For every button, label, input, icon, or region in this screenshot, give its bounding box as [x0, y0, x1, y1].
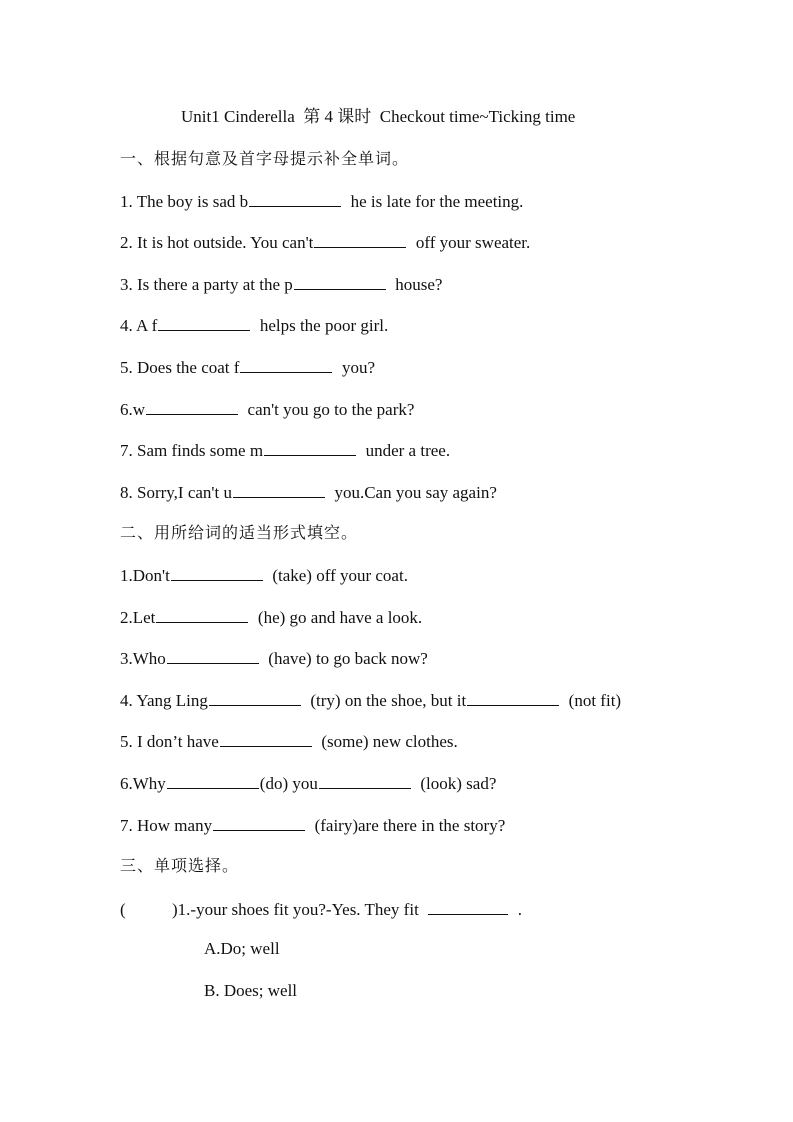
s2-item-4-tail: (not fit)	[560, 691, 622, 710]
s1-item-3-text: 3. Is there a party at the p	[120, 275, 293, 294]
answer-blank[interactable]	[294, 273, 386, 290]
answer-blank[interactable]	[209, 689, 301, 706]
s2-item-7-tail: (fairy)are there in the story?	[306, 816, 506, 835]
s1-item-7-tail: under a tree.	[357, 441, 451, 460]
s1-item-4-text: 4. A f	[120, 316, 158, 335]
answer-blank[interactable]	[240, 356, 332, 373]
answer-blank[interactable]	[428, 898, 508, 915]
answer-blank[interactable]	[167, 772, 259, 789]
answer-blank[interactable]	[167, 647, 259, 664]
s2-item-4	[120, 689, 621, 712]
answer-blank[interactable]	[146, 398, 238, 415]
s2-item-6-tail: (look) sad?	[411, 774, 497, 793]
s1-item-7	[120, 439, 450, 462]
s3-question-1-end: .	[517, 900, 523, 919]
s2-item-5-tail: (some) new clothes.	[312, 732, 458, 751]
answer-blank[interactable]	[314, 231, 406, 248]
s3-question-1	[120, 898, 522, 921]
s2-item-7	[120, 814, 505, 837]
s1-item-5-text: 5. Does the coat f	[120, 358, 240, 377]
s1-item-6	[120, 398, 414, 421]
s1-item-8-text: 8. Sorry,I can't u	[120, 483, 232, 502]
answer-blank[interactable]	[319, 772, 411, 789]
s1-item-5	[120, 356, 375, 379]
s1-item-3	[120, 273, 442, 296]
s2-item-1	[120, 564, 408, 587]
answer-paren-open: (	[120, 900, 126, 919]
answer-blank[interactable]	[467, 689, 559, 706]
s2-item-5	[120, 730, 458, 753]
s1-item-4	[120, 314, 388, 337]
s2-item-1-tail: (take) off your coat.	[263, 566, 408, 585]
s1-item-1	[120, 190, 523, 213]
s2-item-3	[120, 647, 428, 670]
s1-item-3-tail: house?	[386, 275, 443, 294]
s1-item-2-tail: off your sweater.	[407, 233, 531, 252]
s2-item-2-tail: (he) go and have a look.	[249, 608, 423, 627]
s2-item-5-text: 5. I don’t have	[120, 732, 219, 751]
s1-item-8	[120, 481, 497, 504]
answer-blank[interactable]	[249, 190, 341, 207]
section-3-heading: 三、单项选择。	[120, 856, 240, 875]
s2-item-6-text: 6.Why	[120, 774, 166, 793]
s2-item-4-text: 4. Yang Ling	[120, 691, 208, 710]
s1-item-1-text: 1. The boy is sad b	[120, 192, 249, 211]
section-1-heading: 一、根据句意及首字母提示补全单词。	[120, 149, 410, 168]
answer-blank[interactable]	[158, 314, 250, 331]
s2-item-3-text: 3.Who	[120, 649, 166, 668]
s1-item-7-text: 7. Sam finds some m	[120, 441, 264, 460]
s2-item-2-text: 2.Let	[120, 608, 156, 627]
s2-item-6	[120, 772, 496, 795]
s1-item-4-tail: helps the poor girl.	[251, 316, 389, 335]
option-a[interactable]: A.Do; well	[204, 939, 280, 958]
section-2-heading: 二、用所给词的适当形式填空。	[120, 523, 359, 542]
s1-item-8-tail: you.Can you say again?	[325, 483, 497, 502]
answer-blank[interactable]	[171, 564, 263, 581]
s2-item-7-text: 7. How many	[120, 816, 213, 835]
option-b[interactable]: B. Does; well	[204, 981, 298, 1000]
answer-blank[interactable]	[156, 606, 248, 623]
s1-item-5-tail: you?	[333, 358, 375, 377]
s2-item-4-mid: (try) on the shoe, but it	[301, 691, 467, 710]
s1-item-6-tail: can't you go to the park?	[239, 400, 415, 419]
answer-blank[interactable]	[233, 481, 325, 498]
s2-item-3-tail: (have) to go back now?	[259, 649, 428, 668]
page-title: Unit1 Cinderella 第 4 课时 Checkout time~Ticking time	[181, 107, 576, 126]
answer-blank[interactable]	[220, 730, 312, 747]
s2-item-6-mid: (do) you	[259, 774, 318, 793]
s2-item-2	[120, 606, 422, 629]
s1-item-2-text: 2. It is hot outside. You can't	[120, 233, 314, 252]
s2-item-1-text: 1.Don't	[120, 566, 170, 585]
answer-blank[interactable]	[264, 439, 356, 456]
s1-item-6-text: 6.w	[120, 400, 146, 419]
s1-item-2	[120, 231, 530, 254]
s1-item-1-tail: he is late for the meeting.	[342, 192, 524, 211]
answer-blank[interactable]	[213, 814, 305, 831]
s3-question-1-text: )1.-your shoes fit you?-Yes. They fit	[172, 900, 419, 919]
